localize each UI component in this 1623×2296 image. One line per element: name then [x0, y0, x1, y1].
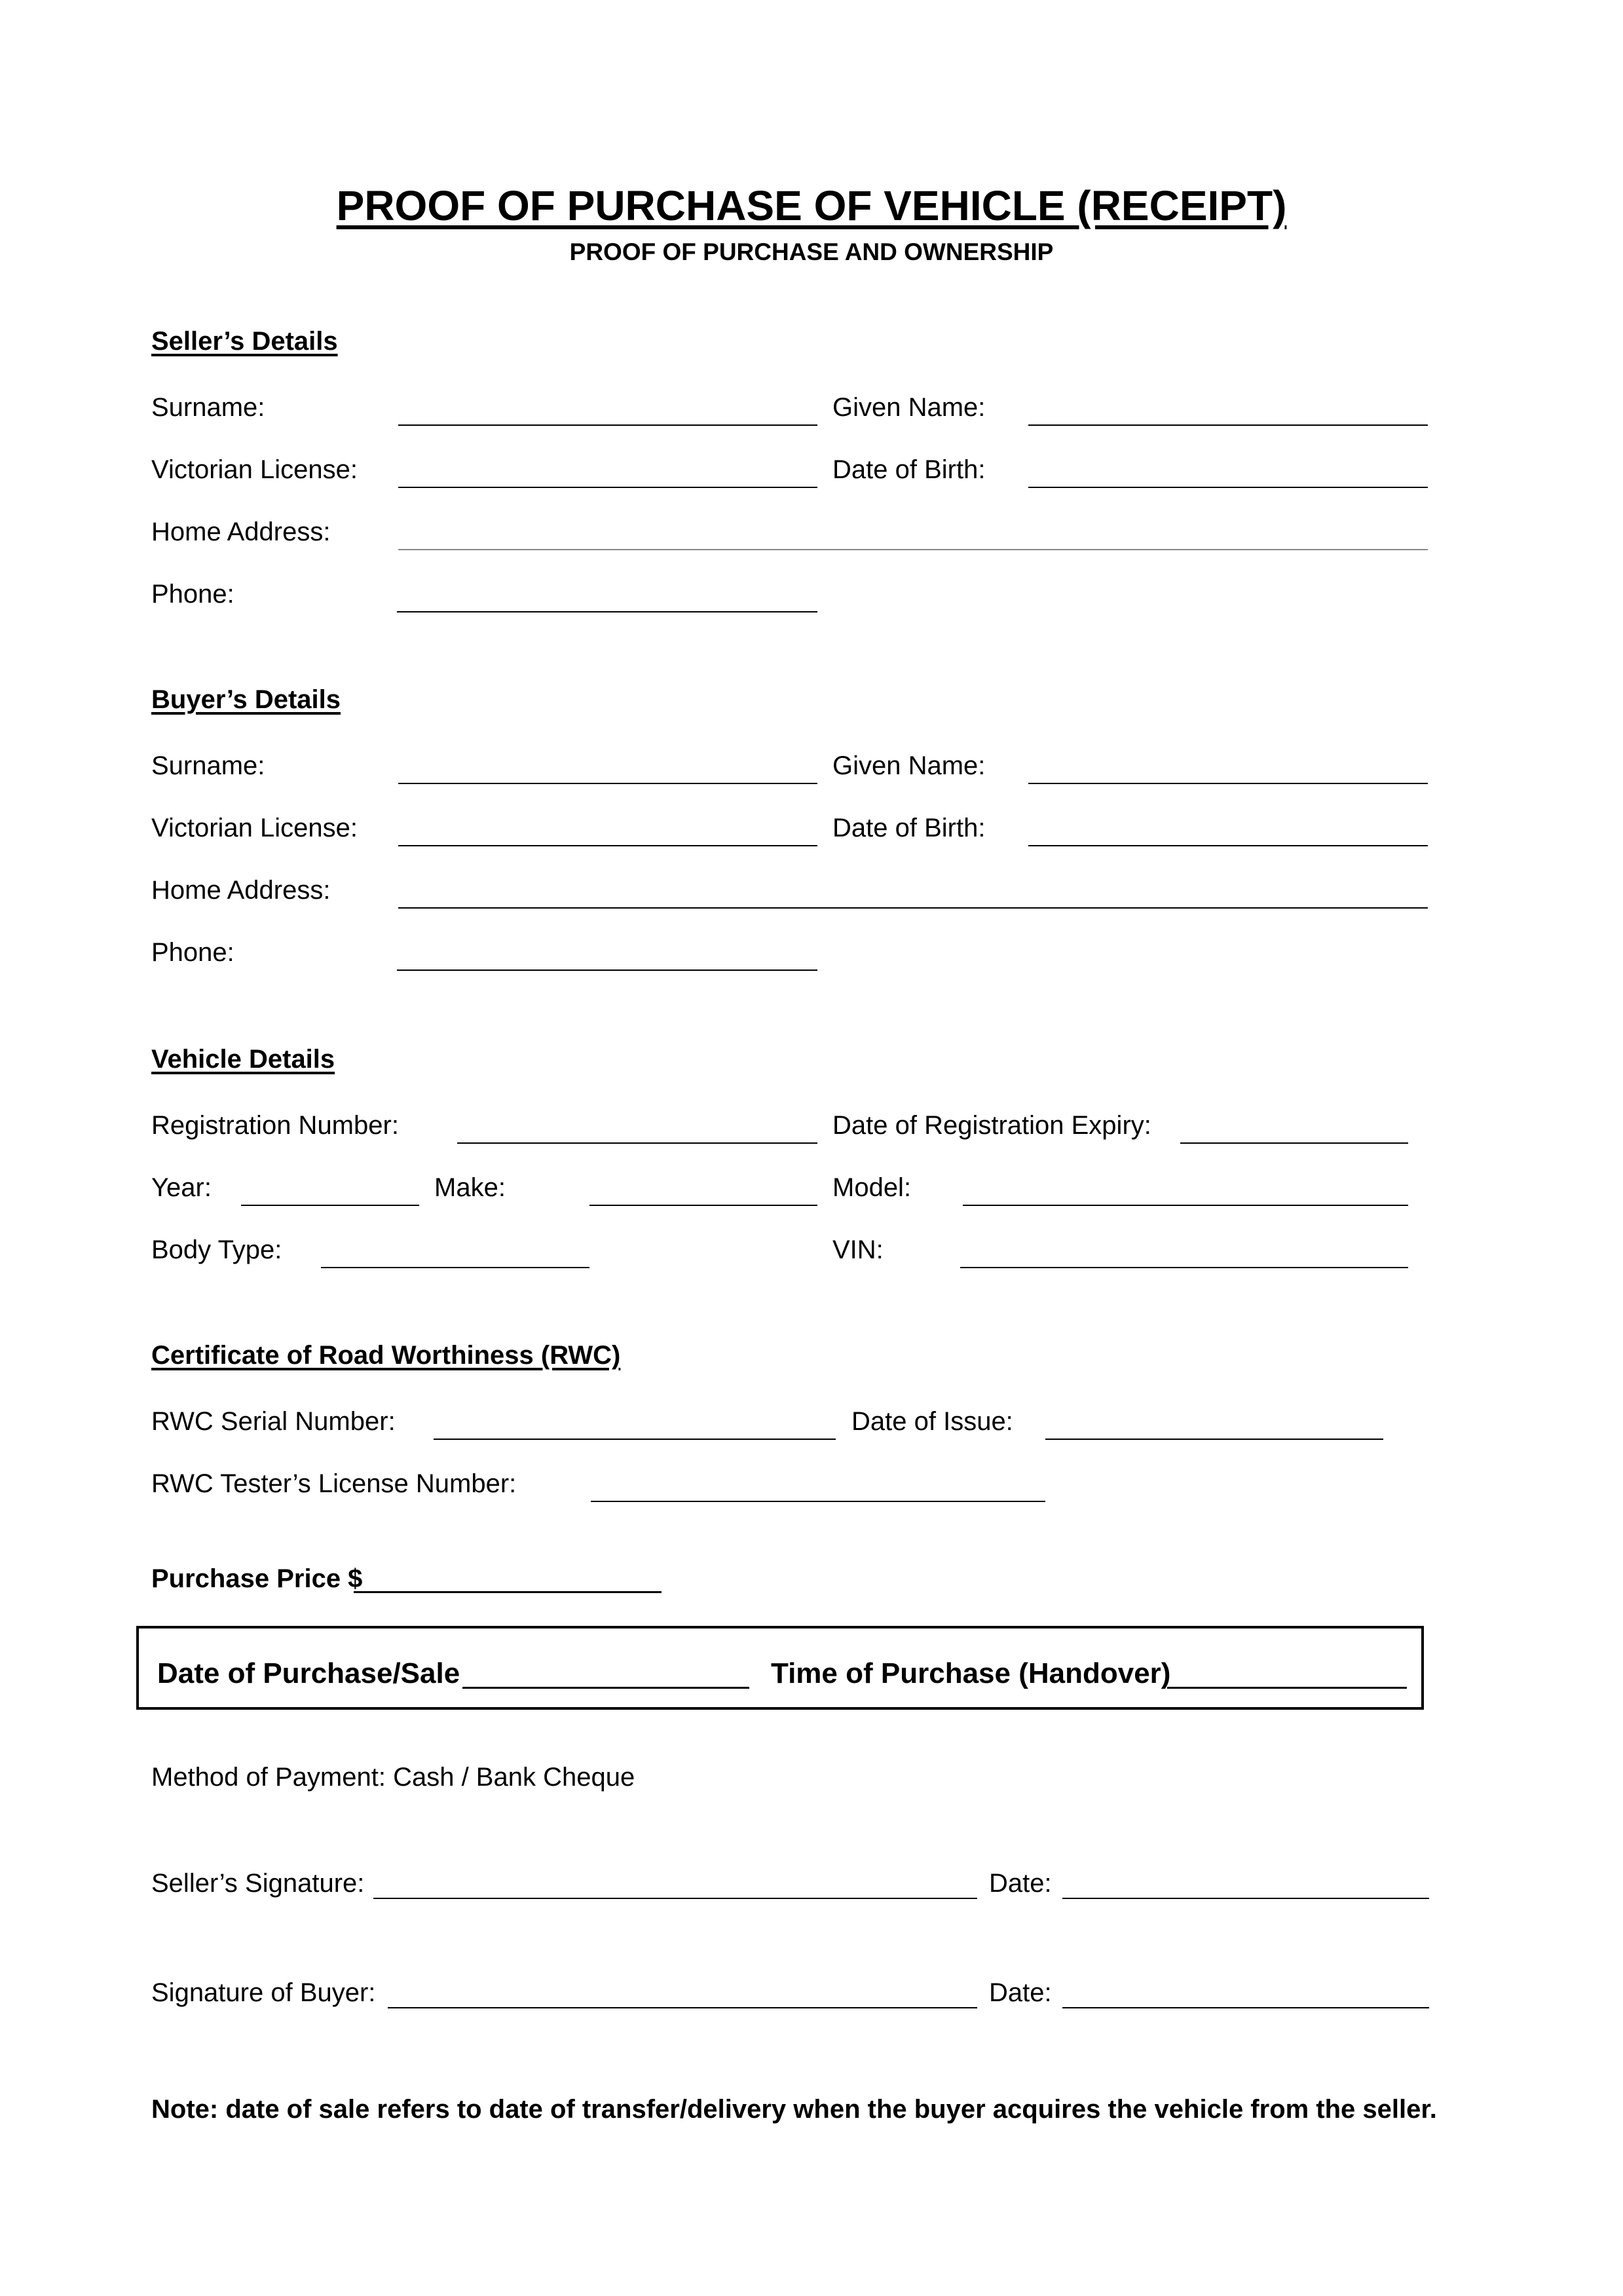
rwc-section-heading: Certificate of Road Worthiness (RWC) — [151, 1341, 621, 1370]
seller-surname-label: Surname: — [151, 393, 265, 422]
seller-signature-label: Seller’s Signature: — [151, 1869, 365, 1898]
seller-section-heading: Seller’s Details — [151, 327, 338, 356]
buyer-signature-label: Signature of Buyer: — [151, 1978, 376, 2007]
buyer-given-name-field[interactable] — [1028, 783, 1428, 784]
purchase-price-label: Purchase Price $ — [151, 1564, 363, 1593]
handover-time-field[interactable] — [1167, 1687, 1407, 1689]
make-label: Make: — [434, 1173, 506, 1202]
payment-method-text: Method of Payment: Cash / Bank Cheque — [151, 1763, 635, 1792]
buyer-dob-field[interactable] — [1028, 845, 1428, 846]
buyer-address-field[interactable] — [398, 907, 1428, 909]
seller-address-label: Home Address: — [151, 518, 331, 546]
buyer-given-name-label: Given Name: — [832, 751, 986, 780]
seller-signature-field[interactable] — [373, 1898, 977, 1899]
vehicle-section-heading: Vehicle Details — [151, 1045, 335, 1074]
rwc-date-of-issue-label: Date of Issue: — [851, 1407, 1013, 1436]
buyer-dob-label: Date of Birth: — [832, 814, 986, 842]
seller-license-label: Victorian License: — [151, 455, 358, 484]
seller-dob-field[interactable] — [1028, 487, 1428, 488]
buyer-phone-field[interactable] — [397, 969, 817, 971]
year-label: Year: — [151, 1173, 212, 1202]
model-label: Model: — [832, 1173, 912, 1202]
rwc-date-of-issue-field[interactable] — [1045, 1439, 1383, 1440]
rwc-tester-license-field[interactable] — [591, 1501, 1045, 1502]
buyer-section-heading: Buyer’s Details — [151, 685, 341, 714]
model-field[interactable] — [963, 1205, 1408, 1206]
seller-phone-label: Phone: — [151, 580, 234, 609]
seller-license-field[interactable] — [398, 487, 817, 488]
vin-field[interactable] — [960, 1267, 1408, 1268]
handover-time-label: Time of Purchase (Handover) — [771, 1657, 1171, 1689]
seller-signature-date-label: Date: — [989, 1869, 1052, 1898]
buyer-surname-field[interactable] — [398, 783, 817, 784]
make-field[interactable] — [589, 1205, 817, 1206]
body-type-label: Body Type: — [151, 1235, 282, 1264]
registration-number-label: Registration Number: — [151, 1111, 399, 1140]
buyer-license-label: Victorian License: — [151, 814, 358, 842]
footer-note: Note: date of sale refers to date of transfer/delivery when the buyer acquires the vehicle from the seller. — [151, 2095, 1437, 2124]
seller-phone-field[interactable] — [397, 611, 817, 612]
buyer-signature-date-label: Date: — [989, 1978, 1052, 2007]
buyer-signature-field[interactable] — [388, 2007, 977, 2008]
registration-expiry-field[interactable] — [1180, 1142, 1408, 1144]
page-subtitle: PROOF OF PURCHASE AND OWNERSHIP — [569, 238, 1054, 265]
seller-dob-label: Date of Birth: — [832, 455, 986, 484]
seller-given-name-label: Given Name: — [832, 393, 986, 422]
sale-date-label: Date of Purchase/Sale — [157, 1657, 460, 1689]
sale-date-field[interactable] — [462, 1687, 749, 1689]
buyer-signature-date-field[interactable] — [1062, 2007, 1429, 2008]
year-field[interactable] — [241, 1205, 419, 1206]
seller-surname-field[interactable] — [398, 424, 817, 426]
buyer-phone-label: Phone: — [151, 938, 234, 967]
buyer-surname-label: Surname: — [151, 751, 265, 780]
registration-number-field[interactable] — [457, 1142, 817, 1144]
body-type-field[interactable] — [321, 1267, 589, 1268]
rwc-tester-license-label: RWC Tester’s License Number: — [151, 1469, 517, 1498]
seller-address-field[interactable] — [398, 549, 1428, 550]
purchase-price-field[interactable] — [354, 1591, 662, 1593]
seller-signature-date-field[interactable] — [1062, 1898, 1429, 1899]
buyer-license-field[interactable] — [398, 845, 817, 846]
rwc-serial-field[interactable] — [434, 1439, 836, 1440]
vin-label: VIN: — [832, 1235, 884, 1264]
buyer-address-label: Home Address: — [151, 876, 331, 905]
rwc-serial-label: RWC Serial Number: — [151, 1407, 396, 1436]
page-title: PROOF OF PURCHASE OF VEHICLE (RECEIPT) — [336, 182, 1287, 229]
registration-expiry-label: Date of Registration Expiry: — [832, 1111, 1151, 1140]
seller-given-name-field[interactable] — [1028, 424, 1428, 426]
